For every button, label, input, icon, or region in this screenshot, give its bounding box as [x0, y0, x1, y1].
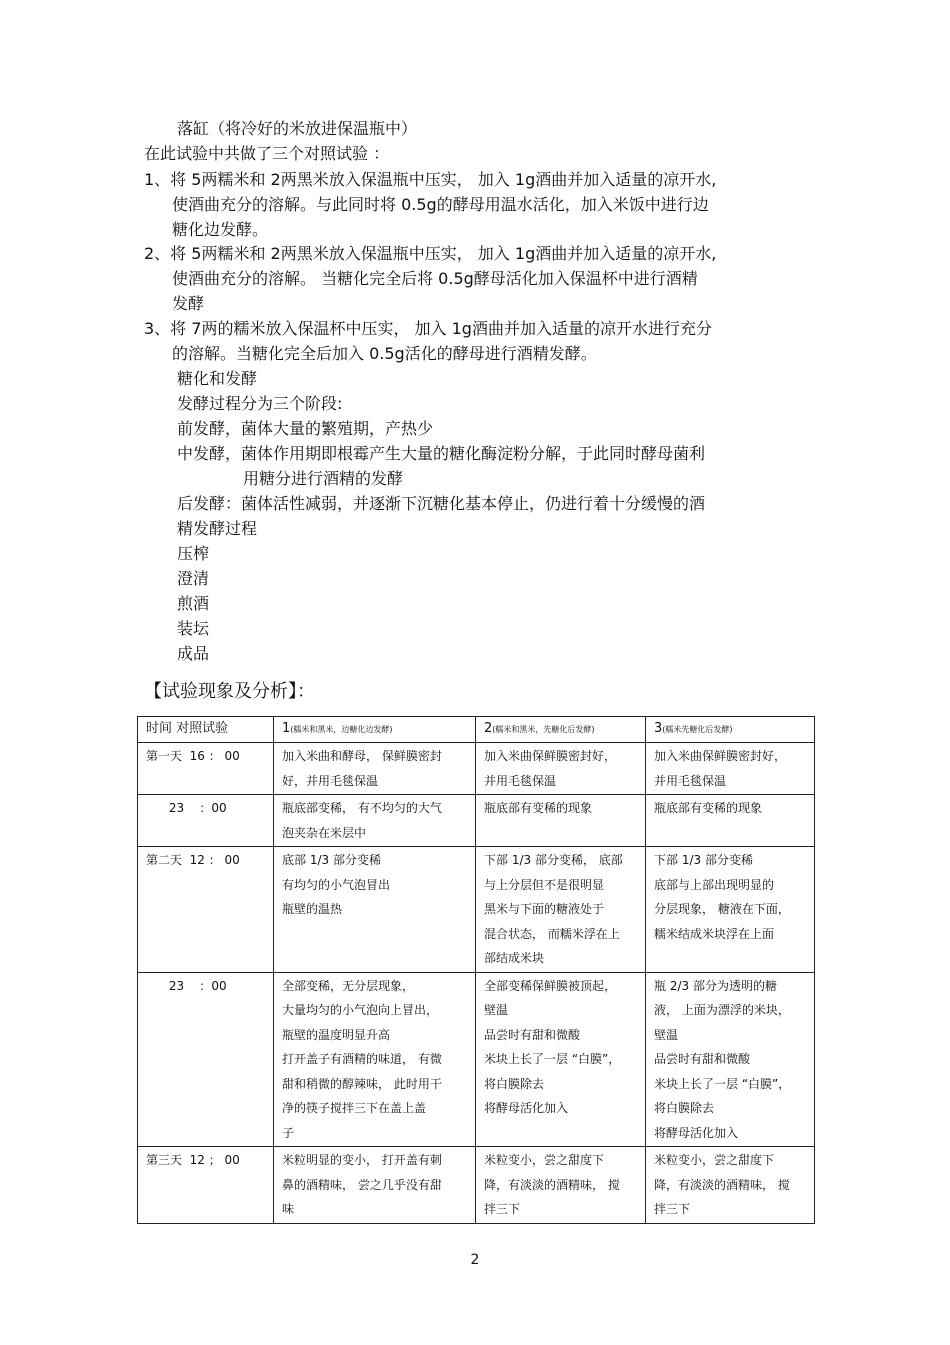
time-cell: 23 ：00 [138, 972, 274, 1147]
cell-line: 底部 1/3 部分变稀 [282, 853, 381, 867]
cell-line: 将白膜除去 [484, 1076, 545, 1091]
table-header-row [138, 717, 815, 743]
time-cell: 第一天 16 ： 00 [138, 743, 274, 795]
cell-line: 米块上长了一层 “白膜”， [484, 1052, 621, 1066]
cell-line: 将酵母活化加入 [484, 1101, 569, 1115]
table-row [138, 795, 815, 847]
text-line: 糖化和发酵 [177, 369, 258, 388]
text-line: 成品 [177, 644, 210, 663]
trial-2-cell [476, 795, 646, 847]
header-trial-2 [476, 717, 646, 743]
trial-1-cell [274, 795, 476, 847]
cell-line: 瓶壁的温热 [282, 902, 343, 916]
cell-line: 打开盖子有酒精的味道， 有微 [282, 1052, 442, 1066]
time-cell: 第二天 12 ： 00 [138, 847, 274, 973]
text-line: 压榨 [177, 544, 210, 563]
cell-line: 拌三下 [484, 1202, 521, 1216]
cell-line: 并用毛毯保温 [484, 773, 557, 788]
cell-line: 有均匀的小气泡冒出 [282, 877, 391, 892]
cell-line: 全部变稀保鲜膜被顶起， [484, 978, 617, 993]
text-line: 3、将 7两的糯米放入保温杯中压实， 加入 1g酒曲并加入适量的凉开水进行充分 [144, 319, 712, 338]
cell-line: 壁温 [484, 1003, 509, 1017]
cell-line: 大量均匀的小气泡向上冒出， [282, 1003, 439, 1017]
cell-line: 底部与上部出现明显的 [654, 877, 775, 892]
header-trial-1 [274, 717, 476, 743]
trial-1-cell [274, 743, 476, 795]
cell-line: 泡夹杂在米层中 [282, 825, 367, 840]
cell-line: 米粒变小，尝之甜度下 [654, 1153, 775, 1167]
cell-line: 净的筷子搅拌三下在盖上盖 [282, 1101, 427, 1115]
cell-line: 味 [282, 1202, 295, 1216]
trial-3-cell [646, 743, 815, 795]
trial-1-note: (糯米和黑米，边糖化边发酵) [290, 725, 393, 734]
text-line: 2、将 5两糯米和 2两黑米放入保温瓶中压实， 加入 1g酒曲并加入适量的凉开水, [144, 244, 717, 263]
section-heading: 【试验现象及分析】： [144, 681, 315, 702]
cell-line: 混合状态， 而糯米浮在上 [484, 926, 620, 941]
text-line: 装坛 [177, 619, 210, 638]
trial-2-cell [476, 972, 646, 1147]
cell-line: 好，并用毛毯保温 [282, 773, 379, 788]
trial-1-cell [274, 847, 476, 973]
cell-line: 米粒明显的变小， 打开盖有刺 [282, 1153, 442, 1167]
text-line: 落缸（将冷好的米放进保温瓶中） [177, 119, 418, 138]
cell-line: 瓶 2/3 部分为透明的糖 [654, 978, 777, 993]
cell-line: 品尝时有甜和微酸 [484, 1027, 581, 1042]
trial-3-cell [646, 795, 815, 847]
text-line: 中发酵，菌体作用期即根霉产生大量的糖化酶淀粉分解，于此同时酵母菌利 [177, 444, 706, 463]
cell-line: 鼻的酒精味， 尝之几乎没有甜 [282, 1177, 442, 1192]
cell-line: 米粒变小，尝之甜度下 [484, 1153, 605, 1167]
cell-line: 液， 上面为漂浮的米块， [654, 1003, 790, 1017]
cell-line: 将酵母活化加入 [654, 1125, 739, 1140]
observation-table [137, 716, 815, 1224]
text-line: 精发酵过程 [177, 519, 258, 538]
trial-3-cell [646, 847, 815, 973]
text-line: 的溶解。当糖化完全后加入 0.5g活化的酵母进行酒精发酵。 [172, 344, 597, 363]
trial-3-note: (糯米先糖化后发酵) [662, 725, 733, 734]
time-cell: 23 ：00 [138, 795, 274, 847]
text-line: 1、将 5两糯米和 2两黑米放入保温瓶中压实， 加入 1g酒曲并加入适量的凉开水, [144, 170, 717, 189]
cell-line: 部结成米块 [484, 951, 545, 965]
header-trial-3 [646, 717, 815, 743]
cell-line: 甜和稍微的醇辣味， 此时用干 [282, 1076, 442, 1091]
text-line: 糖化边发酵。 [172, 220, 269, 239]
text-line: 后发酵：菌体活性减弱，并逐渐下沉糖化基本停止，仍进行着十分缓慢的酒 [177, 494, 706, 513]
table-row [138, 1147, 815, 1224]
trial-2-cell [476, 1147, 646, 1224]
cell-line: 壁温 [654, 1027, 679, 1042]
page-number: 2 [470, 1252, 480, 1268]
header-time-col: 时间 对照试验 [138, 717, 274, 743]
cell-line: 子 [282, 1125, 295, 1140]
text-line: 澄清 [177, 569, 210, 588]
table-row [138, 743, 815, 795]
cell-line: 糯米结成米块浮在上面 [654, 926, 775, 941]
cell-line: 拌三下 [654, 1202, 691, 1216]
time-cell: 第三天 12 ； 00 [138, 1147, 274, 1224]
trial-2-note: (糯米和黑米，先糖化后发酵) [492, 725, 595, 734]
cell-line: 加入米曲和酵母， 保鲜膜密封 [282, 749, 442, 763]
cell-line: 瓶底部有变稀的现象 [654, 801, 763, 815]
trial-1-number: 1 [282, 721, 291, 736]
text-line: 前发酵，菌体大量的繁殖期，产热少 [177, 419, 434, 438]
cell-line: 瓶底部变稀， 有不均匀的大气 [282, 801, 442, 815]
text-line: 用糖分进行酒精的发酵 [243, 469, 404, 488]
trial-2-cell [476, 847, 646, 973]
cell-line: 下部 1/3 部分变稀， 底部 [484, 853, 623, 867]
text-line: 在此试验中共做了三个对照试验 ： [144, 144, 390, 163]
trial-2-number: 2 [484, 721, 493, 736]
cell-line: 瓶壁的温度明显升高 [282, 1027, 391, 1042]
cell-line: 降，有淡淡的酒精味， 搅 [654, 1177, 790, 1192]
cell-line: 与上分层但不是很明显 [484, 877, 605, 892]
cell-line: 全部变稀，无分层现象， [282, 978, 415, 993]
cell-line: 黑米与下面的糖液处于 [484, 902, 605, 916]
trial-1-cell [274, 972, 476, 1147]
text-line: 发酵过程分为三个阶段: [177, 394, 343, 413]
cell-line: 降，有淡淡的酒精味， 搅 [484, 1177, 620, 1192]
trial-1-cell [274, 1147, 476, 1224]
trial-3-cell [646, 1147, 815, 1224]
text-line: 使酒曲充分的溶解。与此同时将 0.5g的酵母用温水活化，加入米饭中进行边 [172, 195, 709, 214]
cell-line: 分层现象， 糖液在下面， [654, 902, 790, 916]
cell-line: 品尝时有甜和微酸 [654, 1052, 751, 1066]
trial-3-number: 3 [654, 721, 663, 736]
table-row [138, 847, 815, 973]
cell-line: 将白膜除去 [654, 1101, 715, 1115]
cell-line: 加入米曲保鲜膜密封好， [654, 749, 787, 763]
cell-line: 加入米曲保鲜膜密封好， [484, 749, 617, 763]
cell-line: 下部 1/3 部分变稀 [654, 853, 753, 867]
text-line: 使酒曲充分的溶解。 当糖化完全后将 0.5g酵母活化加入保温杯中进行酒精 [172, 269, 698, 288]
cell-line: 瓶底部有变稀的现象 [484, 801, 593, 815]
cell-line: 并用毛毯保温 [654, 773, 727, 788]
table-row [138, 972, 815, 1147]
text-line: 发酵 [172, 294, 205, 313]
text-line: 煎酒 [177, 594, 210, 613]
trial-3-cell [646, 972, 815, 1147]
trial-2-cell [476, 743, 646, 795]
cell-line: 米块上长了一层 “白膜”， [654, 1076, 791, 1091]
